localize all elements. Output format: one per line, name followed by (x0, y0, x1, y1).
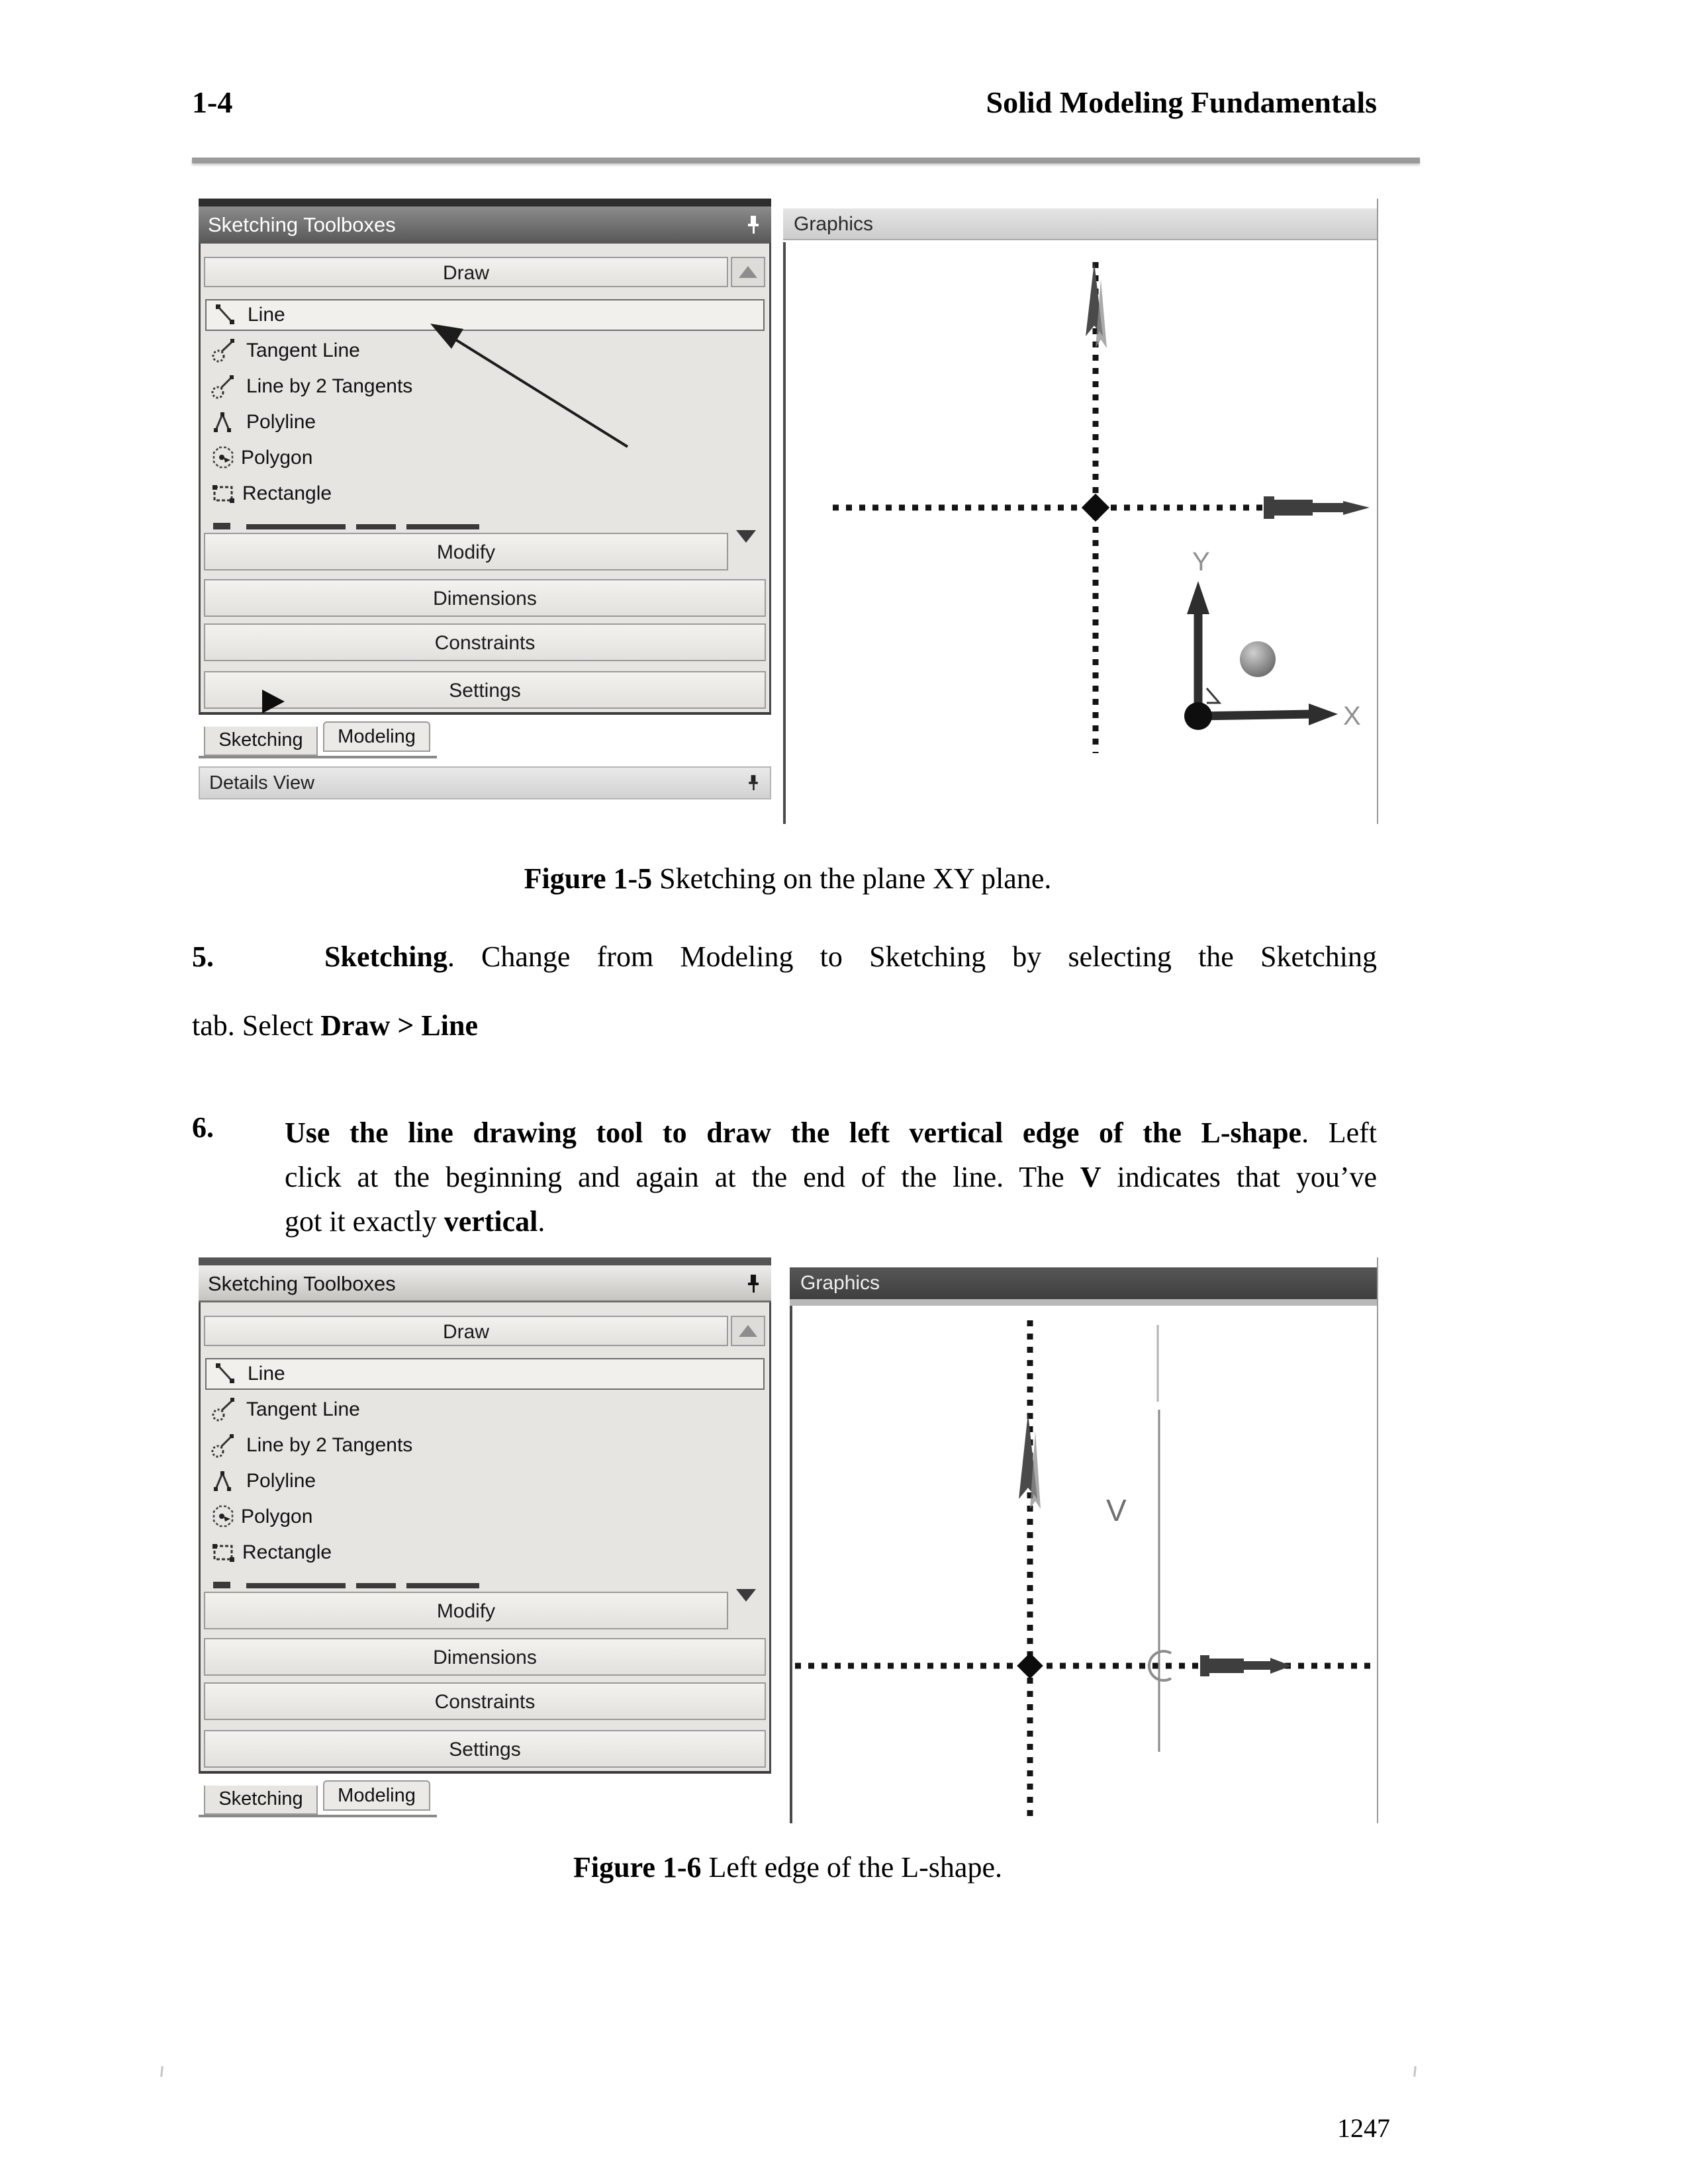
scroll-up-button[interactable] (731, 257, 765, 287)
figure-1-6-label: Figure 1-6 (573, 1851, 702, 1884)
step-6-line-3-b: . (538, 1205, 545, 1238)
panel-top-strip (199, 199, 771, 206)
panel-top-strip (199, 1257, 771, 1265)
toolbox-tabbar (199, 719, 771, 758)
clipped-draw-item (205, 515, 765, 529)
draw-item-line[interactable] (205, 1358, 765, 1390)
draw-item-label: Tangent Line (246, 340, 360, 361)
step-5-bold-lead: Sketching (324, 940, 447, 973)
draw-item-label: Polyline (246, 1470, 316, 1492)
step-6-line-1-rest: . Left (1301, 1116, 1377, 1149)
draw-item-label: Polyline (246, 411, 316, 433)
details-view-title: Details View (209, 772, 315, 794)
draw-item-line[interactable] (205, 299, 765, 331)
draw-item-polygon[interactable] (205, 1501, 765, 1533)
draw-item-line-by-2-tangents[interactable] (205, 371, 765, 402)
draw-item-polyline[interactable] (205, 406, 765, 438)
book-title: Solid Modeling Fundamentals (986, 85, 1377, 119)
draw-item-label: Tangent Line (246, 1398, 360, 1420)
tab-sketching[interactable]: Sketching (204, 1786, 318, 1815)
scan-artifact-mark (1413, 2066, 1417, 2077)
sketching-toolboxes-panel (199, 199, 771, 804)
draw-item-polygon[interactable] (205, 442, 765, 474)
step-5-line-2-normal: tab. Select (192, 1009, 321, 1042)
page-header (192, 85, 1377, 120)
rectangle-icon (211, 1539, 240, 1566)
step-5-line-2 (192, 1009, 478, 1042)
polygon-icon (211, 1504, 240, 1530)
draw-item-tangent-line[interactable] (205, 1394, 765, 1426)
figure-1-5-caption (199, 862, 1377, 895)
settings-group-header[interactable]: Settings (204, 671, 766, 709)
tab-modeling[interactable]: Modeling (323, 721, 430, 752)
y-axis-label: Y (1192, 547, 1210, 576)
step-6-line-2-bold: V (1080, 1161, 1102, 1193)
tab-underline (199, 756, 437, 758)
figure-1-5-label: Figure 1-5 (524, 862, 653, 895)
modify-expand-button[interactable] (736, 543, 756, 555)
step-6-line-3-bold: vertical (444, 1205, 538, 1238)
header-rule (192, 158, 1420, 163)
sketching-toolboxes-panel (199, 1257, 771, 1823)
sketching-toolboxes-title: Sketching Toolboxes (208, 213, 396, 236)
mouse-cursor-arrow (262, 690, 285, 713)
step-6-line-1-bold: Use the line drawing tool to draw the left vertical edge of the L-shape (285, 1116, 1302, 1149)
pin-icon[interactable] (745, 214, 762, 236)
step-6-line-2-a: click at the beginning and again at the end of the line. The (285, 1161, 1080, 1193)
step-5-line-1 (324, 940, 1377, 974)
sketching-toolboxes-title: Sketching Toolboxes (208, 1272, 396, 1295)
figure-1-6-caption (199, 1850, 1377, 1884)
draw-item-rectangle[interactable] (205, 478, 765, 510)
tab-underline (199, 1815, 437, 1817)
step-6-line-1 (285, 1111, 1377, 1155)
pin-icon[interactable] (745, 1273, 762, 1295)
step-6-paragraph (285, 1111, 1377, 1244)
triangle-up-icon (739, 1325, 757, 1337)
sketching-toolboxes-titlebar (199, 206, 771, 244)
header-divider (790, 1299, 1377, 1306)
step-6-line-2 (285, 1155, 1377, 1199)
step-5-line-2-bold: Draw > Line (320, 1009, 478, 1042)
tangent-line-icon (211, 1396, 240, 1423)
rectangle-icon (211, 480, 240, 507)
graphics-canvas[interactable] (783, 242, 1377, 824)
triangle-down-icon (736, 530, 756, 554)
modify-group-header[interactable]: Modify (204, 1592, 728, 1629)
draw-item-tangent-line[interactable] (205, 335, 765, 367)
settings-group-header[interactable]: Settings (204, 1730, 766, 1768)
draw-item-label: Polygon (241, 447, 313, 469)
dimensions-group-header[interactable]: Dimensions (204, 1638, 766, 1676)
polyline-icon (211, 1468, 240, 1494)
draw-item-label: Polygon (241, 1506, 313, 1527)
constraints-group-header[interactable]: Constraints (204, 623, 766, 661)
figure-1-5-text: Sketching on the plane XY plane. (652, 862, 1052, 895)
line-by-2-tangents-icon (211, 373, 240, 400)
modify-group-header[interactable]: Modify (204, 533, 728, 570)
tab-sketching[interactable]: Sketching (204, 727, 318, 756)
pin-icon[interactable] (746, 774, 761, 792)
polyline-icon (211, 409, 240, 435)
draw-item-label: Rectangle (242, 482, 332, 504)
line-icon (212, 302, 241, 328)
tab-modeling[interactable]: Modeling (323, 1780, 430, 1811)
line-icon (212, 1361, 241, 1387)
clipped-draw-item (205, 1574, 765, 1588)
modify-expand-button[interactable] (736, 1602, 756, 1614)
draw-item-label: Line by 2 Tangents (246, 1434, 413, 1456)
triangle-up-icon (739, 266, 757, 278)
tangent-line-icon (211, 338, 240, 364)
step-6-line-3 (285, 1199, 1377, 1244)
step-5-number: 5. (192, 940, 214, 973)
polygon-icon (211, 445, 240, 471)
draw-item-label: Line by 2 Tangents (246, 375, 413, 397)
step-5-rest: . Change from Modeling to Sketching by selecting the Sketching (447, 940, 1377, 973)
screenshot-figure-1-5 (199, 199, 1377, 824)
sketching-toolboxes-titlebar (199, 1265, 771, 1302)
scroll-up-button[interactable] (731, 1316, 765, 1346)
graphics-header: Graphics (783, 208, 1377, 240)
draw-item-line-by-2-tangents[interactable] (205, 1430, 765, 1461)
draw-item-label: Rectangle (242, 1541, 332, 1563)
line-by-2-tangents-icon (211, 1432, 240, 1459)
x-axis-label: X (1343, 702, 1361, 731)
toolbox-tabbar (199, 1778, 771, 1817)
draw-group-header[interactable]: Draw (204, 1316, 728, 1346)
graphics-canvas[interactable] (790, 1306, 1377, 1823)
page-number-header: 1-4 (192, 85, 233, 119)
draw-group-header[interactable]: Draw (204, 257, 728, 287)
dimensions-group-header[interactable]: Dimensions (204, 579, 766, 617)
figure-1-6-text: Left edge of the L-shape. (701, 1851, 1002, 1884)
details-view-bar[interactable] (199, 766, 771, 799)
triangle-down-icon (736, 1589, 756, 1613)
step-6-line-3-a: got it exactly (285, 1205, 444, 1238)
graphics-panel (790, 1257, 1378, 1823)
page-number-footer: 1247 (1337, 2113, 1390, 2143)
screenshot-figure-1-6 (199, 1257, 1377, 1823)
draw-item-polyline[interactable] (205, 1465, 765, 1497)
vertical-constraint-label: V (1106, 1493, 1127, 1527)
graphics-panel (783, 199, 1378, 824)
constraints-group-header[interactable]: Constraints (204, 1682, 766, 1720)
draw-item-label: Line (248, 1363, 285, 1385)
draw-item-label: Line (248, 304, 285, 326)
graphics-header: Graphics (790, 1267, 1377, 1299)
draw-item-rectangle[interactable] (205, 1537, 765, 1569)
step-6-number: 6. (192, 1111, 214, 1144)
scan-artifact-mark (160, 2066, 164, 2077)
step-6-line-2-b: indicates that you’ve (1101, 1161, 1377, 1193)
